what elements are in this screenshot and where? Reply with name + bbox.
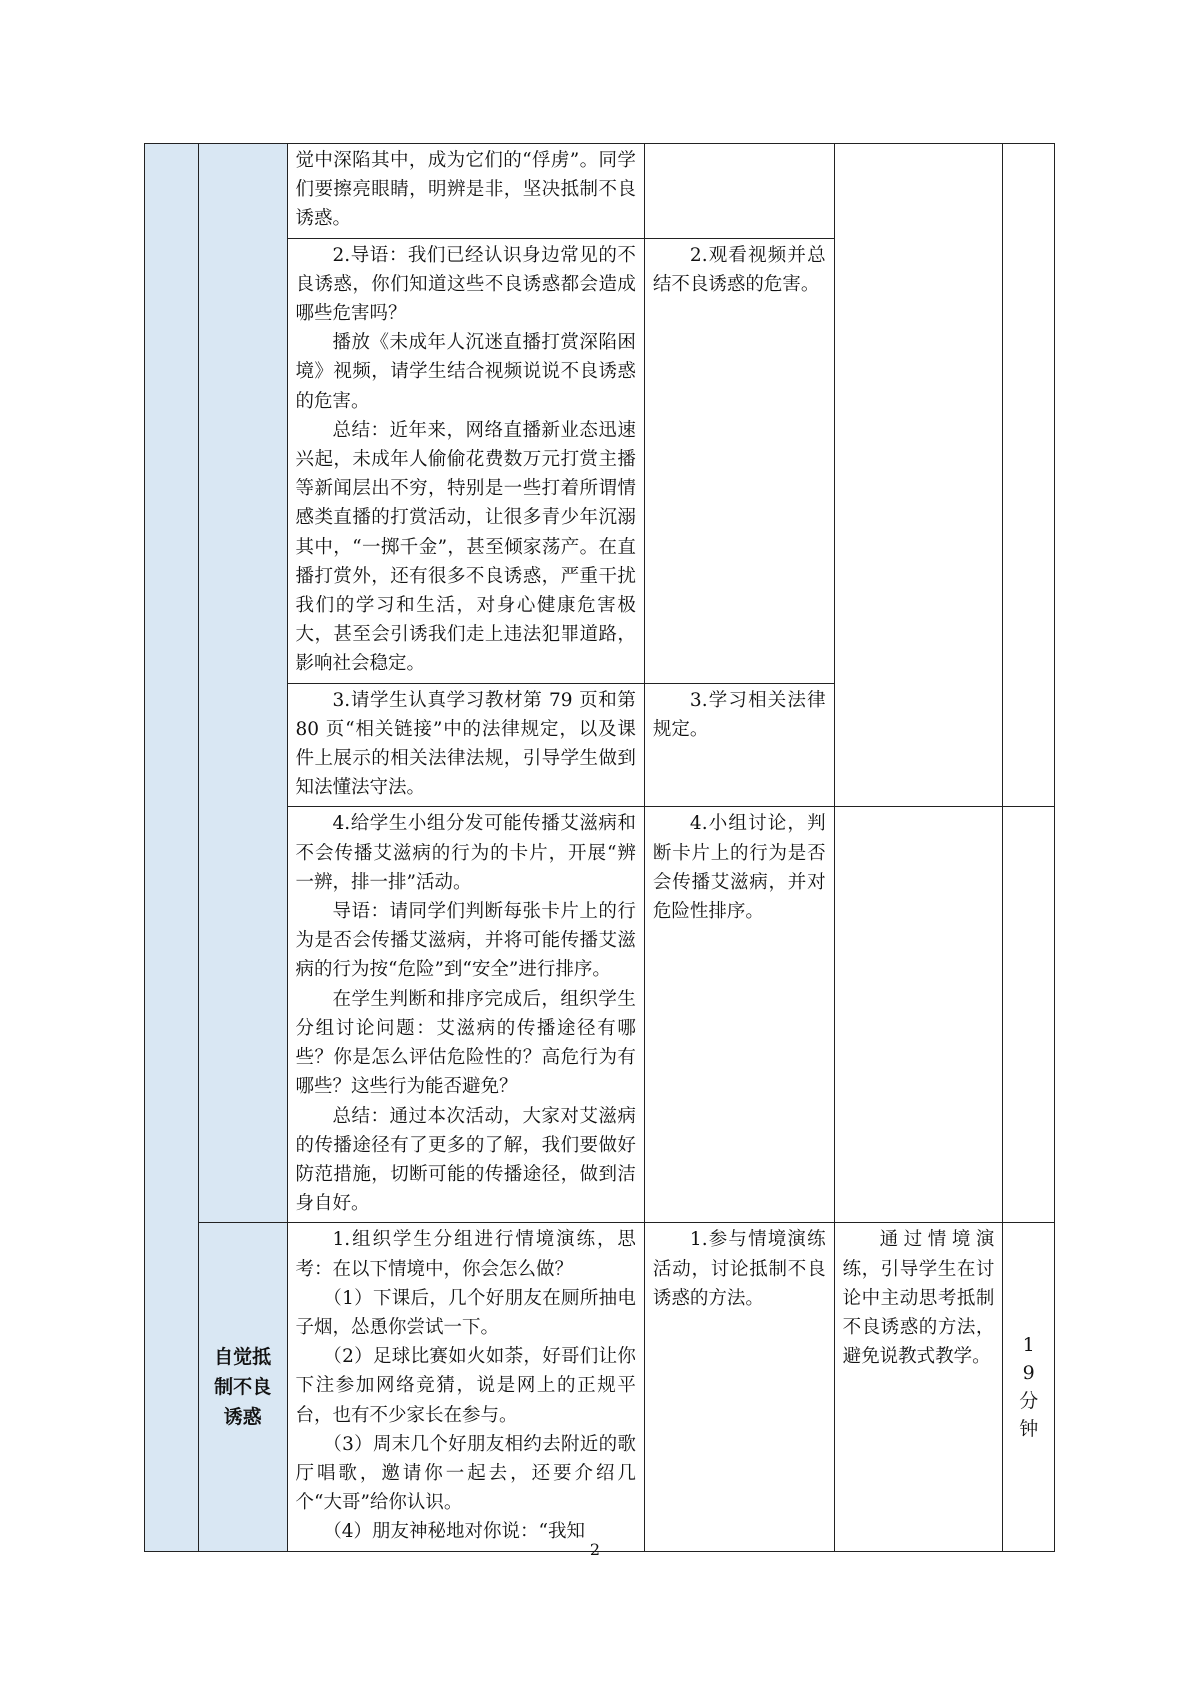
student-activity-cell [644, 144, 834, 239]
teacher-activity-cell [287, 683, 644, 807]
teacher-activity-text: 总结：近年来，网络直播新业态迅速兴起，未成年人偷偷花费数万元打赏主播等新闻层出不穷，特别是一些打着所谓情感类直播的打赏活动，让很多青少年沉溺其中，“一掷千金”，甚至倾家荡产。在直播打赏外，还有很多不良诱惑，严重干扰我们的学习和生活，对身心健康危害极大，甚至会引诱我们走上违法犯罪道路，影响社会稳定。 [295, 419, 636, 675]
teacher-activity-text: 总结：通过本次活动，大家对艾滋病的传播途径有了更多的了解，我们要做好防范措施，切断可能的传播途径，做到洁身自好。 [295, 1105, 636, 1215]
table-row [145, 144, 1055, 239]
design-intent-cell [834, 807, 1003, 1223]
teacher-activity-text: （2）足球比赛如火如荼，好哥们让你下注参加网络竞猜，说是网上的正规平台，也有不少家长在参与。 [295, 1346, 636, 1426]
student-activity-text: 2.观看视频并总结不良诱惑的危害。 [652, 244, 826, 295]
teacher-activity-text: 在学生判断和排序完成后，组织学生分组讨论问题：艾滋病的传播途径有哪些？你是怎么评估危险性的？高危行为有哪些？这些行为能否避免？ [295, 988, 636, 1098]
teacher-activity-text: （1）下课后，几个好朋友在厕所抽电子烟，怂恿你尝试一下。 [295, 1287, 636, 1338]
table-row [145, 1223, 1055, 1551]
time-cell [1003, 144, 1055, 807]
student-activity-cell [644, 238, 834, 683]
teacher-activity-cell [287, 144, 644, 239]
student-activity-text: 3.学习相关法律规定。 [652, 689, 826, 740]
teacher-activity-cell [287, 807, 644, 1223]
teacher-activity-text: 1.组织学生分组进行情境演练，思考：在以下情境中，你会怎么做？ [295, 1229, 636, 1280]
teacher-activity-text: 播放《未成年人沉迷直播打赏深陷困境》视频，请学生结合视频说说不良诱惑的危害。 [295, 332, 636, 412]
student-activity-cell [644, 1223, 834, 1551]
page-number: 2 [589, 1540, 601, 1559]
teacher-activity-cell [287, 238, 644, 683]
design-intent-cell [834, 144, 1003, 807]
design-intent-text: 通过情境演练，引导学生在讨论中主动思考抵制不良诱惑的方法，避免说教式教学。 [842, 1229, 995, 1368]
teacher-activity-text: （4）朋友神秘地对你说：“我知 [323, 1521, 585, 1543]
lesson-plan-table [144, 143, 1055, 1552]
teacher-activity-cell [287, 1223, 644, 1551]
teacher-activity-text: 2.导语：我们已经认识身边常见的不良诱惑，你们知道这些不良诱惑都会造成哪些危害吗？ [295, 244, 636, 325]
teacher-activity-text: 导语：请同学们判断每张卡片上的行为是否会传播艾滋病，并将可能传播艾滋病的行为按“危险”到“安全”进行排序。 [295, 901, 636, 981]
stage-column-cell [198, 144, 287, 1223]
teacher-activity-text: 4.给学生小组分发可能传播艾滋病和不会传播艾滋病的行为的卡片，开展“辨一辨，排一排”活动。 [295, 813, 636, 893]
time-text: 19分钟 [1019, 1333, 1039, 1440]
student-activity-cell [644, 683, 834, 807]
time-cell [1003, 807, 1055, 1223]
student-activity-text: 1.参与情境演练活动，讨论抵制不良诱惑的方法。 [652, 1229, 826, 1309]
design-intent-cell [834, 1223, 1003, 1551]
time-cell [1003, 1223, 1055, 1551]
student-activity-text: 4.小组讨论，判断卡片上的行为是否会传播艾滋病，并对危险性排序。 [652, 813, 826, 923]
teacher-activity-text: 觉中深陷其中，成为它们的“俘虏”。同学们要擦亮眼睛，明辨是非，坚决抵制不良诱惑。 [295, 150, 636, 230]
stage-label: 自觉抵制不良诱惑 [214, 1345, 272, 1428]
teacher-activity-text: 3.请学生认真学习教材第 79 页和第 80 页“相关链接”中的法律规定，以及课件上展示的相关法律法规，引导学生做到知法懂法守法。 [295, 689, 636, 799]
teacher-activity-text: （3）周末几个好朋友相约去附近的歌厅唱歌，邀请你一起去，还要介绍几个“大哥”给你认识。 [295, 1433, 636, 1514]
stage-column-cell [198, 1223, 287, 1551]
student-activity-cell [644, 807, 834, 1223]
section-column-cell [145, 144, 199, 1552]
